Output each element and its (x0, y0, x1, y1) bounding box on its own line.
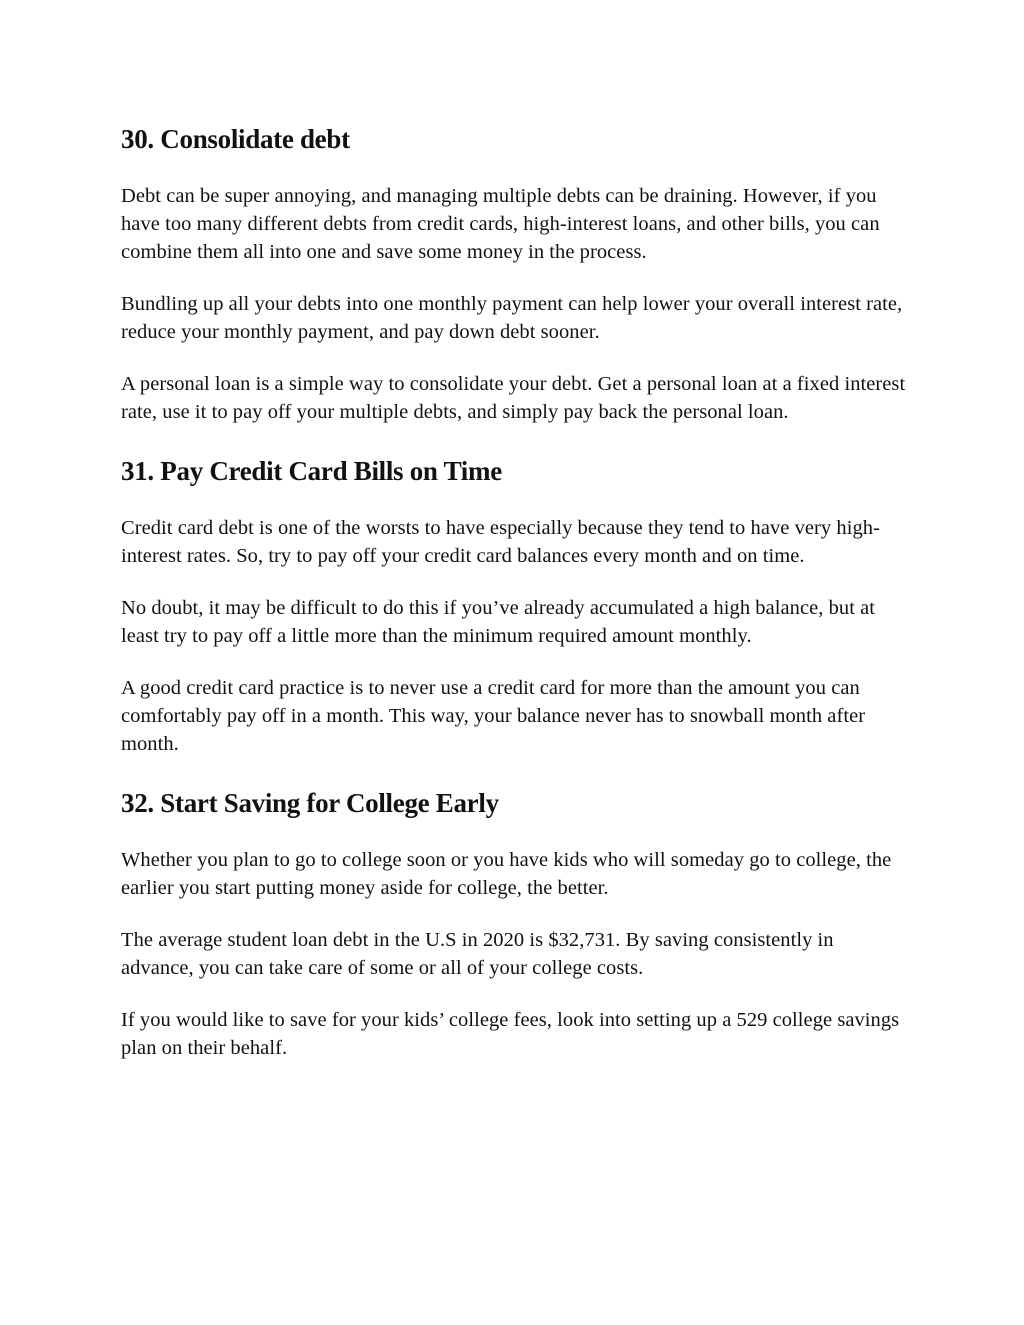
paragraph: Credit card debt is one of the worsts to have especially because they tend to have very high-interest rates. So, try to pay off your credit card balances every month and on time. (121, 517, 880, 567)
section-start-saving-for-college (121, 784, 911, 1062)
paragraph: Debt can be super annoying, and managing multiple debts can be draining. However, if you have too many different debts from credit cards, high-interest loans, and other bills, you can combine them all into one and save some money in the process. (121, 185, 880, 263)
paragraph: The average student loan debt in the U.S in 2020 is $32,731. By saving consistently in advance, you can take care of some or all of your college costs. (121, 929, 834, 979)
section-heading: 31. Pay Credit Card Bills on Time (121, 456, 502, 486)
paragraph: A good credit card practice is to never use a credit card for more than the amount you can comfortably pay off in a month. This way, your balance never has to snowball month after month. (121, 677, 866, 755)
section-consolidate-debt (121, 120, 911, 426)
paragraph: Whether you plan to go to college soon or you have kids who will someday go to college, the earlier you start putting money aside for college, the better. (121, 849, 892, 899)
paragraph: Bundling up all your debts into one monthly payment can help lower your overall interest rate, reduce your monthly payment, and pay down debt sooner. (121, 293, 903, 343)
paragraph: No doubt, it may be difficult to do this if you’ve already accumulated a high balance, but at least try to pay off a little more than the minimum required amount monthly. (121, 597, 876, 647)
paragraph: If you would like to save for your kids’ college fees, look into setting up a 529 college savings plan on their behalf. (121, 1009, 900, 1059)
paragraph: A personal loan is a simple way to consolidate your debt. Get a personal loan at a fixed interest rate, use it to pay off your multiple debts, and simply pay back the personal loan. (121, 373, 906, 423)
document-page (121, 120, 911, 1062)
section-heading: 30. Consolidate debt (121, 124, 350, 154)
section-pay-credit-card-bills (121, 452, 911, 758)
section-heading: 32. Start Saving for College Early (121, 788, 499, 818)
